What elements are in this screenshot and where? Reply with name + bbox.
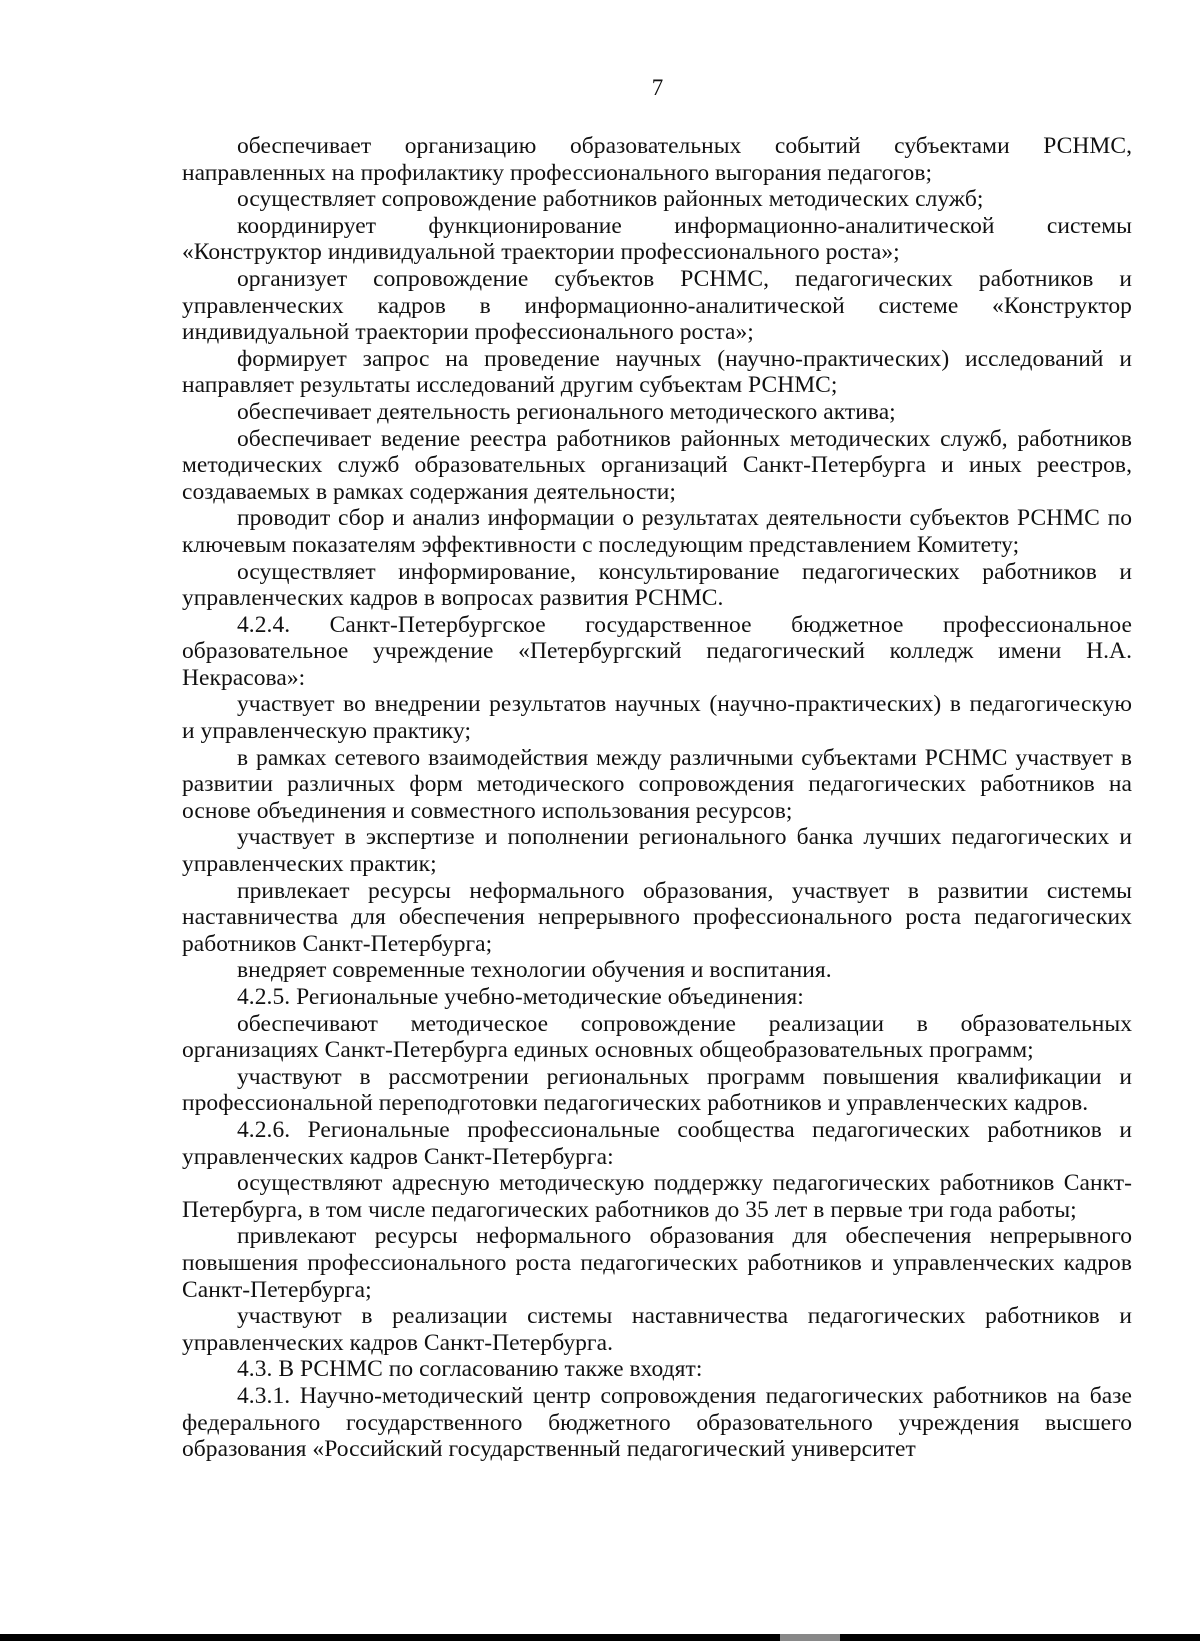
paragraph: участвует в экспертизе и пополнении регионального банка лучших педагогических и управленческих практик;: [182, 824, 1132, 878]
paragraph: обеспечивает организацию образовательных событий субъектами РСНМС, направленных на профилактику профессионального выгорания педагогов;: [182, 133, 1132, 186]
paragraph: осуществляет сопровождение работников районных методических служб;: [237, 186, 984, 213]
page-number: 7: [651, 75, 664, 100]
scan-edge-border: [0, 1634, 1200, 1641]
paragraph: обеспечивают методическое сопровождение реализации в образовательных организациях Санкт-Петербурга единых основных общеобразовательных программ;: [182, 1010, 1132, 1064]
paragraph: обеспечивает деятельность регионального методического актива;: [237, 398, 896, 425]
paragraph: координирует функционирование информационно-аналитической системы «Конструктор индивидуальной траектории профессионального роста»;: [182, 212, 1132, 266]
section-heading-4-2-6: 4.2.6. Региональные профессиональные сообщества педагогических работников и управленческих кадров Санкт-Петербурга:: [182, 1116, 1132, 1170]
document-body: [182, 133, 1132, 1463]
paragraph: формирует запрос на проведение научных (научно-практических) исследований и направляет результаты исследований другим субъектам РСНМС;: [182, 345, 1132, 399]
paragraph: осуществляет информирование, консультирование педагогических работников и управленческих кадров в вопросах развития РСНМС.: [182, 558, 1132, 612]
paragraph: в рамках сетевого взаимодействия между различными субъектами РСНМС участвует в развитии различных форм методического сопровождения педагогических работников на основе объединения и совместного использования ресурсов;: [182, 744, 1132, 824]
paragraph: участвует во внедрении результатов научных (научно-практических) в педагогическую и управленческую практику;: [182, 691, 1132, 745]
paragraph: участвуют в реализации системы наставничества педагогических работников и управленческих кадров Санкт-Петербурга.: [182, 1303, 1132, 1356]
section-heading-4-3-1: 4.3.1. Научно-методический центр сопровождения педагогических работников на базе федерального государственного бюджетного образовательного учреждения высшего образования «Российский государственный педагогический университет: [182, 1382, 1132, 1463]
section-heading-4-3: 4.3. В РСНМС по согласованию также входят:: [237, 1356, 703, 1383]
paragraph: проводит сбор и анализ информации о результатах деятельности субъектов РСНМС по ключевым показателям эффективности с последующим представлением Комитету;: [182, 505, 1132, 558]
paragraph: организует сопровождение субъектов РСНМС, педагогических работников и управленческих кадров в информационно-аналитической системе «Конструктор индивидуальной траектории профессионального роста»;: [182, 265, 1132, 346]
paragraph: обеспечивает ведение реестра работников районных методических служб, работников методических служб образовательных организаций Санкт-Петербурга и иных реестров, создаваемых в рамках содержания деятельности;: [182, 425, 1132, 505]
paragraph: привлекает ресурсы неформального образования, участвует в развитии системы наставничества для обеспечения непрерывного профессионального роста педагогических работников Санкт-Петербурга;: [182, 877, 1132, 957]
paragraph: участвуют в рассмотрении региональных программ повышения квалификации и профессиональной переподготовки педагогических работников и управленческих кадров.: [182, 1063, 1132, 1117]
paragraph: внедряет современные технологии обучения и воспитания.: [237, 957, 832, 984]
paragraph: привлекают ресурсы неформального образования для обеспечения непрерывного повышения профессионального роста педагогических работников и управленческих кадров Санкт-Петербурга;: [182, 1223, 1132, 1303]
scan-edge-artifact: [780, 1634, 840, 1641]
section-heading-4-2-4: 4.2.4. Санкт-Петербургское государственное бюджетное профессиональное образовательное учреждение «Петербургский педагогический колледж имени Н.А. Некрасова»:: [182, 611, 1132, 691]
section-heading-4-2-5: 4.2.5. Региональные учебно-методические объединения:: [237, 984, 804, 1010]
paragraph: осуществляют адресную методическую поддержку педагогических работников Санкт-Петербурга, в том числе педагогических работников до 35 лет в первые три года работы;: [182, 1170, 1132, 1223]
